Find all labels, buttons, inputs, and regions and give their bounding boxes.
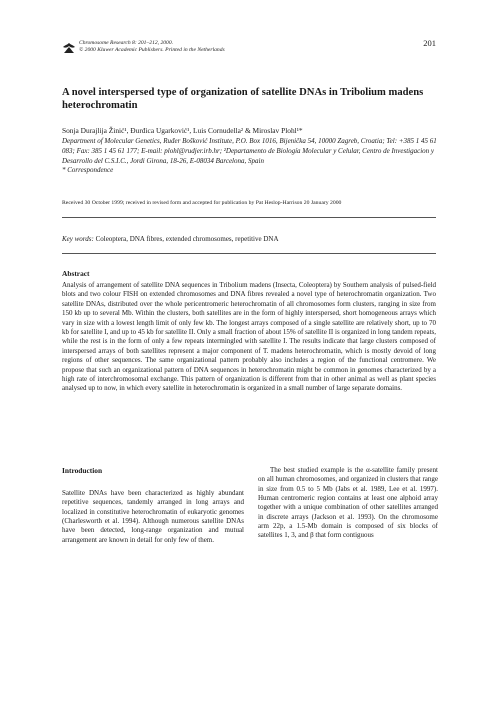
journal-header [62,38,436,62]
journal-line-1: Chromosome Research 8: 201–212, 2000. [79,40,174,46]
journal-citation [79,40,225,54]
divider-top [62,217,436,218]
page-number: 201 [423,38,436,48]
author-list: Sonja Durajlija Žinić¹, Đurđica Ugarković¹, Luis Cornudella² & Miroslav Plohl¹* [62,126,303,135]
affiliation-text: Department of Molecular Genetics, Ruđer Bošković Institute, P.O. Box 1016, Bijenička 54, 10000 Zagreb, Croatia; Tel: +385 1 45 61 083; Fax: 385 1 45 61 177; E-mail: plohl@rudjer.irb.hr; ²Departamento de Biología Molecular y Celular, Centro de Investigacion y Desarrollo del C.S.I.C., Jordi Girona, 18-26, E-08034 Barcelona, Spain [62,137,437,165]
received-dates: Received 30 October 1999; received in revised form and accepted for publication by Pat Heslop-Harrison 20 January 2000 [62,200,342,206]
journal-line-2: © 2000 Kluwer Academic Publishers. Printed in the Netherlands [79,47,225,54]
divider-bottom [62,253,436,254]
introduction-right-column: The best studied example is the α-satellite family present on all human chromosomes, and organized in clusters that range in size from 0.5 to 5 Mb (Jabs et al. 1989, Lee et al. 1997). Human centromeric region contains at least one alphoid array together with a unique combination of other satellites arranged in discrete arrays (Jackson et al. 1993). On the chromosome arm 22p, a 1.5-Mb domain is composed of six blocks of satellites 1, 3, and β that form contiguous [258,466,438,540]
keywords [62,235,442,244]
keywords-list: Coleoptera, DNA fibres, extended chromosomes, repetitive DNA [95,235,279,243]
affiliations [62,137,444,176]
introduction-left-column: Satellite DNAs have been characterized as highly abundant repetitive sequences, tandemly arranged in long arrays and localized in constitutive heterochromatin of eukaryotic genomes (Charlesworth et al. 1994). Although numerous satellite DNAs have been detected, long-range organization and mutual arrangement are known in detail for only few of them. [62,489,244,544]
article-title: A novel interspersed type of organization of satellite DNAs in Tribolium madens heterochromatin [62,87,424,111]
keywords-label: Key words: [62,235,94,243]
abstract-heading: Abstract [62,269,90,278]
correspondence-note: * Correspondence [62,166,114,175]
publisher-logo-icon [62,42,76,54]
introduction-heading: Introduction [62,466,103,475]
abstract-text: Analysis of arrangement of satellite DNA sequences in Tribolium madens (Insecta, Coleoptera) by Southern analysis of pulsed-field blots and two colour FISH on extended chromosomes and DNA fibres revealed a novel type of heterochromatin organization. Two satellite DNAs, distributed over the whole pericentromeric heterochromatin of all chromosomes form clusters, ranging in size from 150 kb up to several Mb. Within the clusters, both satellites are in the form of highly interspersed, short homogeneous arrays which vary in size with a lowest length limit of only few kb. The longest arrays composed of a single satellite are relatively short, up to 70 kb for satellite I, and up to 45 kb for satellite II. Only a small fraction of about 15% of satellite II is organized in long tandem repeats, while the rest is in the form of only a few repeats intermingled with satellite I. The results indicate that large clusters composed of interspersed arrays of both satellites represent a major component of T. madens heterochromatin, which is mostly devoid of long regions of other sequences. The same organizational pattern probably also includes a region of the functional centromere. We propose that such an organizational pattern of DNA sequences in heterochromatin might be common in genomes characterized by a high rate of interchromosomal exchange. This pattern of organization is different from that in other animal as well as plant species analysed up to now, in which every satellite in heterochromatin is organized in a small number of large separate domains. [62,281,436,393]
